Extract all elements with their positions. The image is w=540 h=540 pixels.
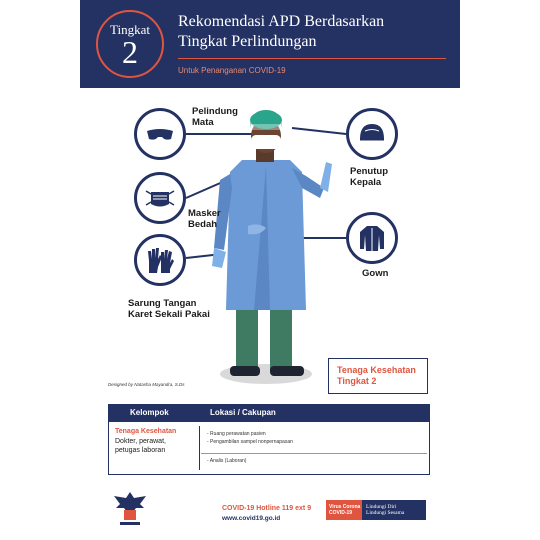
eye-label-line1: Pelindung [192,106,238,117]
table-header [108,404,430,422]
column-header-location: Lokasi / Cakupan [210,408,276,417]
page-title [178,12,448,52]
location-item: - Ruang perawatan pasien [207,431,266,437]
gloves-label [128,298,210,320]
badge-number: 2 [122,34,138,70]
title-line-1: Rekomendasi APD Berdasarkan [178,13,385,30]
location-item: - Pengambilan sampel nonpernapasan [207,439,293,445]
campaign-badge-red [326,500,362,520]
level-box [328,358,428,394]
website-link[interactable]: www.covid19.go.id [222,515,281,522]
garuda-emblem-icon [110,488,150,528]
eye-protection-label [192,106,238,128]
column-divider [199,426,200,470]
campaign-red-line1: Virus Corona [329,504,361,510]
level-badge [96,10,164,78]
mask-label-line2: Bedah [188,219,218,230]
head-cover-label [350,166,388,188]
eye-protection-circle [134,108,186,160]
goggles-icon [145,119,175,149]
gown-icon [357,223,387,253]
column-header-group: Kelompok [130,408,169,417]
group-desc-line2: petugas laboran [115,447,166,454]
level-box-text [337,365,423,387]
surgical-mask-icon [145,183,175,213]
head-cover-circle [346,108,398,160]
scope-table [108,404,430,474]
level-box-line1: Tenaga Kesehatan [337,365,416,375]
campaign-badge-blue [362,500,426,520]
mask-label [188,208,221,230]
footer [80,486,460,526]
gloves-label-line2: Karet Sekali Pakai [128,309,210,320]
illustration-area [80,88,460,388]
row-divider [201,453,427,454]
gloves-icon [145,245,175,275]
health-worker-figure [212,110,332,384]
group-description [115,437,166,455]
group-desc-line1: Dokter, perawat, [115,438,166,445]
campaign-red-line2: COVID-19 [329,510,353,516]
ppe-poster [80,0,460,540]
badge-label: Tingkat [110,22,150,37]
table-row [108,422,430,475]
head-label-line1: Penutup [350,166,388,177]
mask-label-line1: Masker [188,208,221,219]
header-banner [80,0,460,88]
campaign-red-text [329,504,360,516]
title-line-2: Tingkat Perlindungan [178,33,317,50]
gown-label: Gown [362,268,389,279]
location-item: - Analis (Laboran) [207,458,247,464]
mask-circle [134,172,186,224]
head-label-line2: Kepala [350,177,382,188]
level-box-line2: Tingkat 2 [337,376,377,386]
eye-label-line2: Mata [192,117,214,128]
title-divider [178,58,446,59]
gown-circle [346,212,398,264]
hotline-text: COVID-19 Hotline 119 ext 9 [222,505,312,512]
gloves-circle [134,234,186,286]
gloves-label-line1: Sarung Tangan [128,298,197,309]
campaign-blue-line2: Lindungi Sesama [366,510,405,516]
designer-credit: Designed by Natasha Mayandra, S.Ds [108,382,185,387]
group-name: Tenaga Kesehatan [115,428,177,435]
campaign-blue-text [366,504,404,516]
head-cover-icon [357,119,387,149]
page-subtitle: Untuk Penanganan COVID-19 [178,66,286,75]
campaign-blue-line1: Lindungi Diri [366,504,397,510]
